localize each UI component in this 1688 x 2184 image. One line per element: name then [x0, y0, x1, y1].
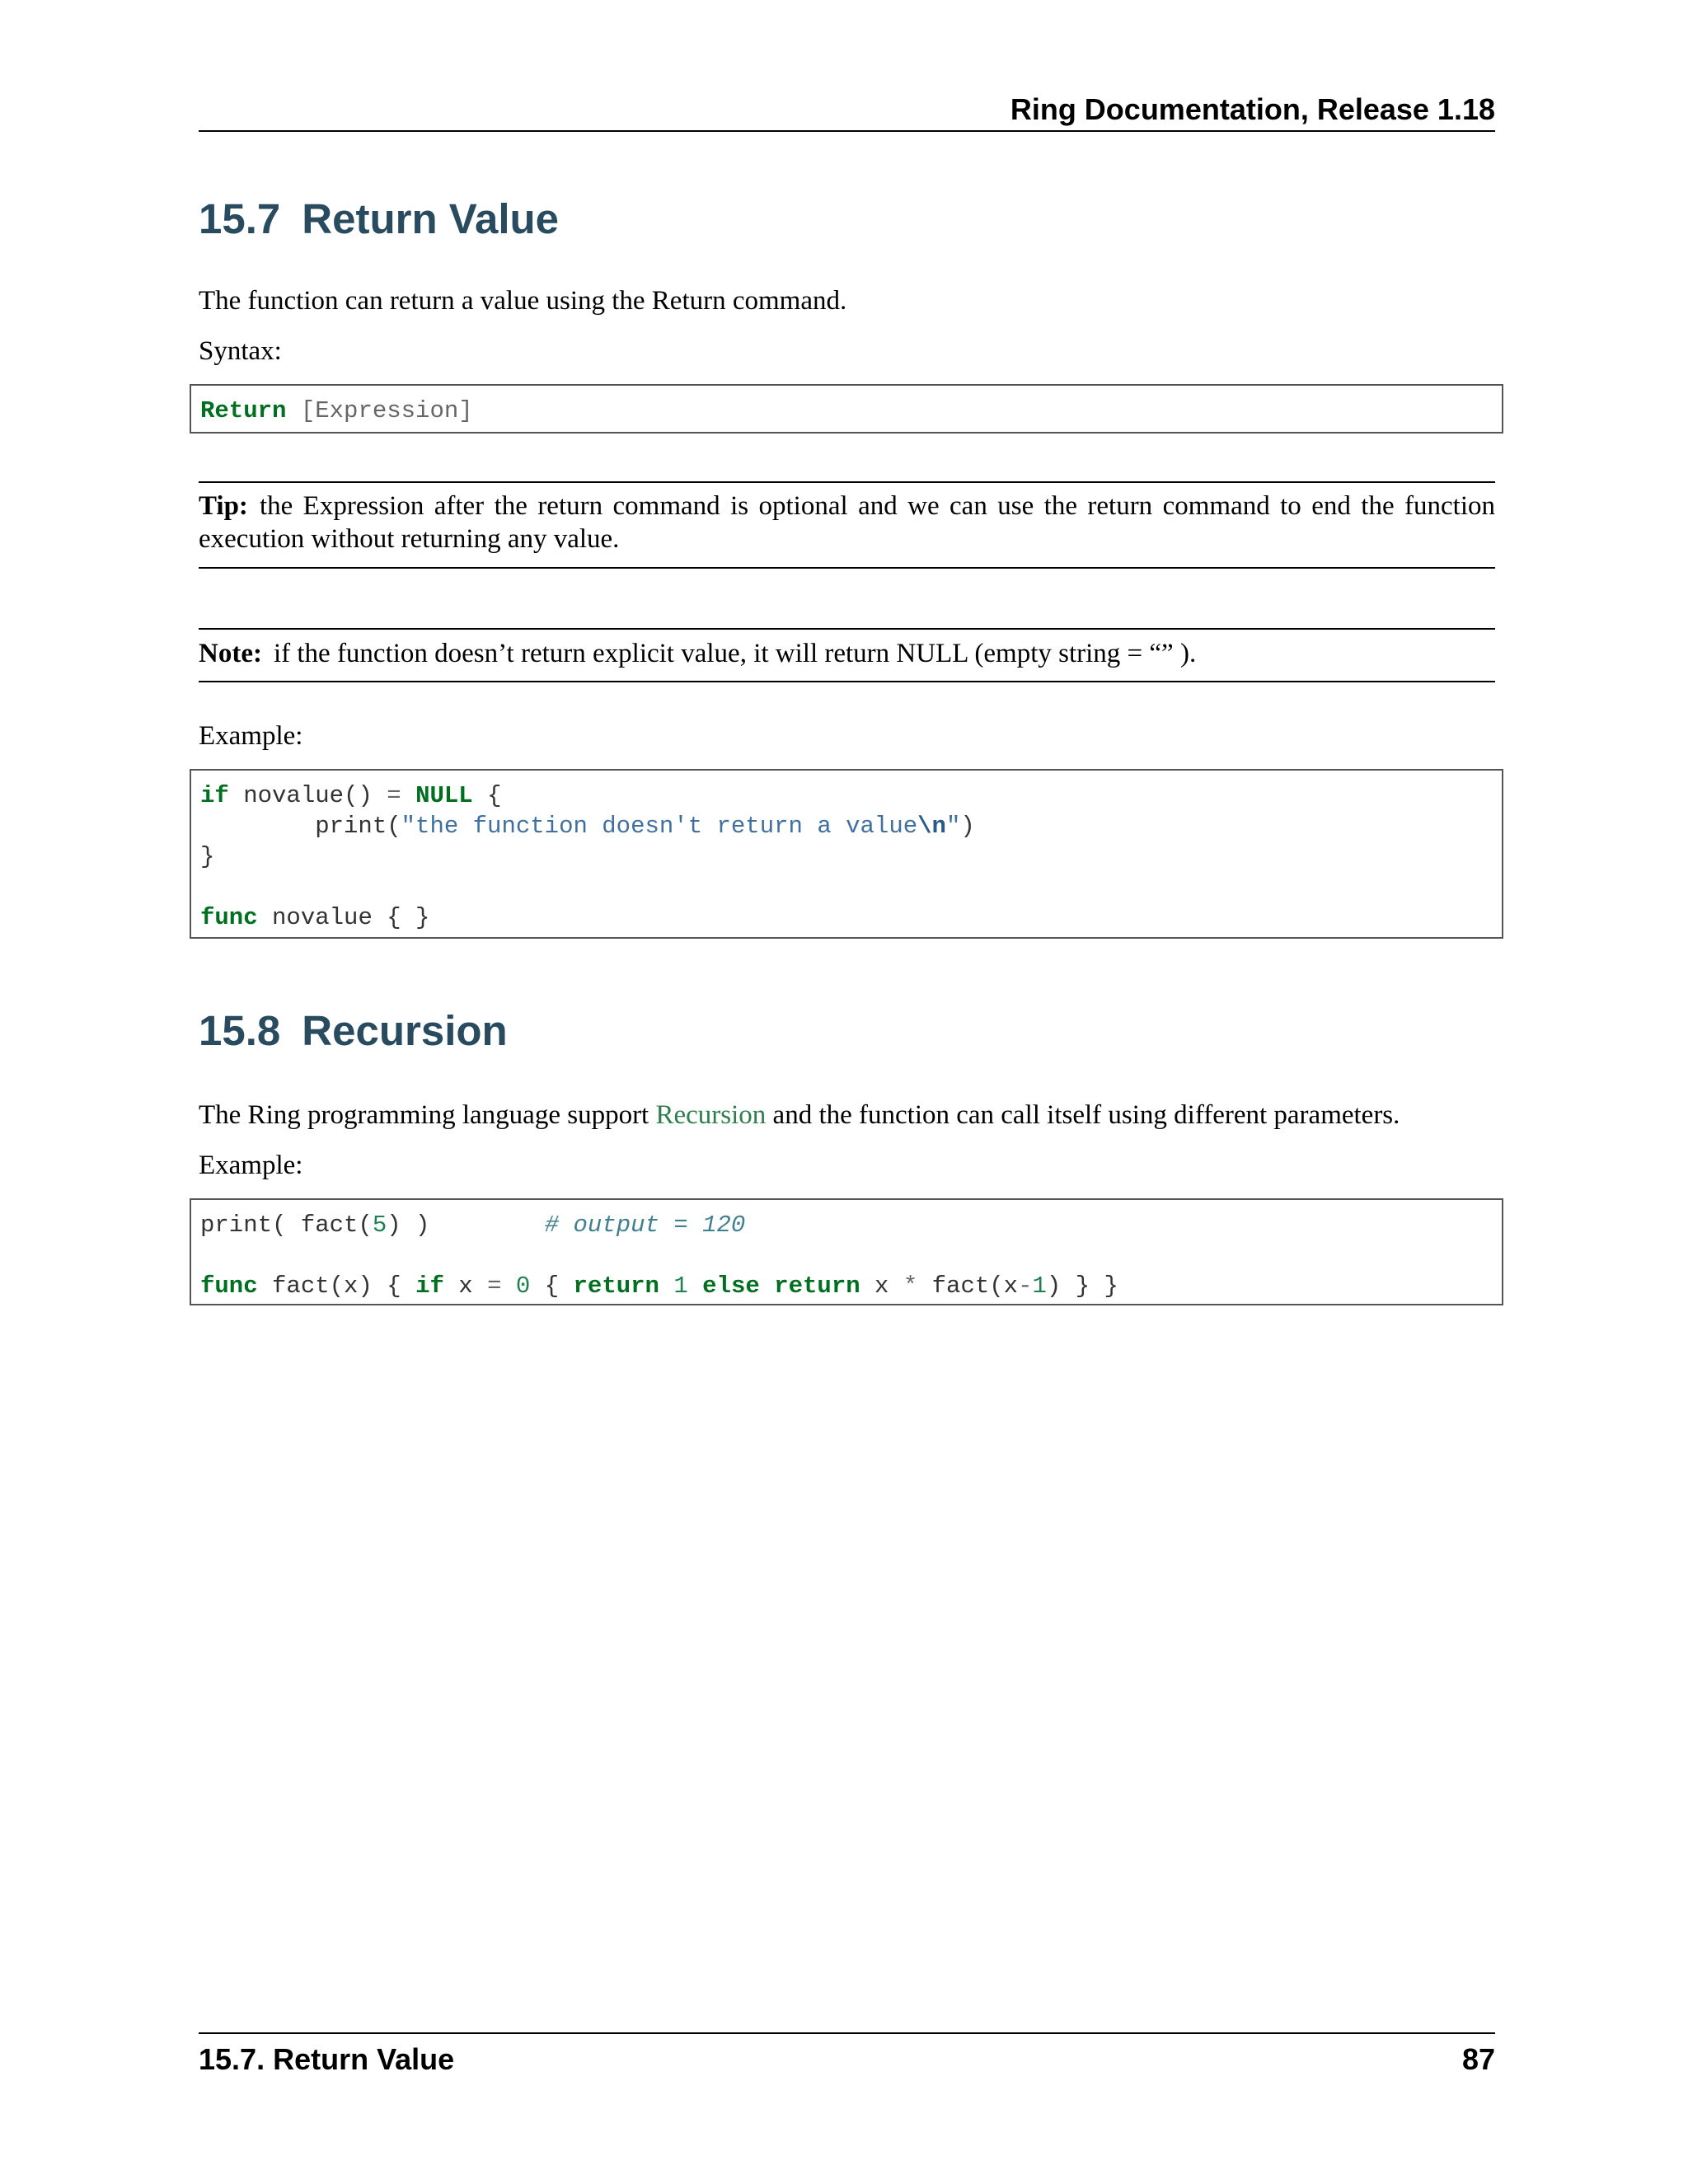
recursion-intro-text-end: and the function can call itself using different parameters. — [766, 1100, 1400, 1130]
syntax-label: Syntax: — [199, 336, 282, 366]
note-top-rule — [199, 628, 1495, 630]
section-heading-recursion — [199, 1006, 508, 1056]
note-label: Note: — [199, 639, 262, 668]
recursion-example-label: Example: — [199, 1151, 303, 1180]
tip-text: the Expression after the return command is optional and we can use the return command to end the function execution without returning any value. — [199, 491, 1495, 554]
return-example-code: if novalue() = NULL { print("the function doesn't return a value\n") } func novalue { } — [200, 782, 975, 931]
recursion-intro-text: The Ring programming language support — [199, 1100, 656, 1130]
return-intro-paragraph: The function can return a value using the Return command. — [199, 286, 847, 316]
note-bottom-rule — [199, 681, 1495, 682]
tip-admonition — [199, 490, 1495, 555]
recursion-link[interactable]: Recursion — [655, 1100, 767, 1130]
tip-top-rule — [199, 481, 1495, 483]
section-title: Recursion — [302, 1007, 508, 1054]
header-rule — [199, 130, 1495, 132]
section-number: 15.8 — [199, 1007, 281, 1054]
section-title: Return Value — [302, 195, 560, 242]
footer-page-number: 87 — [1461, 2042, 1495, 2076]
return-example-label: Example: — [199, 721, 303, 751]
section-heading-return-value — [199, 194, 559, 244]
note-admonition — [199, 637, 1495, 670]
section-number: 15.7 — [199, 195, 281, 242]
footer-section-title: 15.7. Return Value — [199, 2042, 455, 2076]
recursion-intro-paragraph — [199, 1099, 1495, 1132]
note-text: if the function doesn’t return explicit value, it will return NULL (empty string = “” ). — [273, 639, 1197, 668]
running-header: Ring Documentation, Release 1.18 — [1010, 92, 1495, 126]
code-keyword: Return — [200, 397, 287, 424]
recursion-example-code-block — [190, 1198, 1503, 1305]
return-example-code-block — [190, 769, 1503, 939]
footer-rule — [199, 2032, 1495, 2034]
syntax-code-block — [190, 384, 1503, 434]
tip-bottom-rule — [199, 567, 1495, 569]
tip-label: Tip: — [199, 491, 248, 521]
recursion-example-code: print( fact(5) ) # output = 120 func fact(x) { if x = 0 { return 1 else return x * fact(x-1) } } — [200, 1212, 1118, 1300]
code-placeholder: [Expression] — [300, 397, 473, 424]
